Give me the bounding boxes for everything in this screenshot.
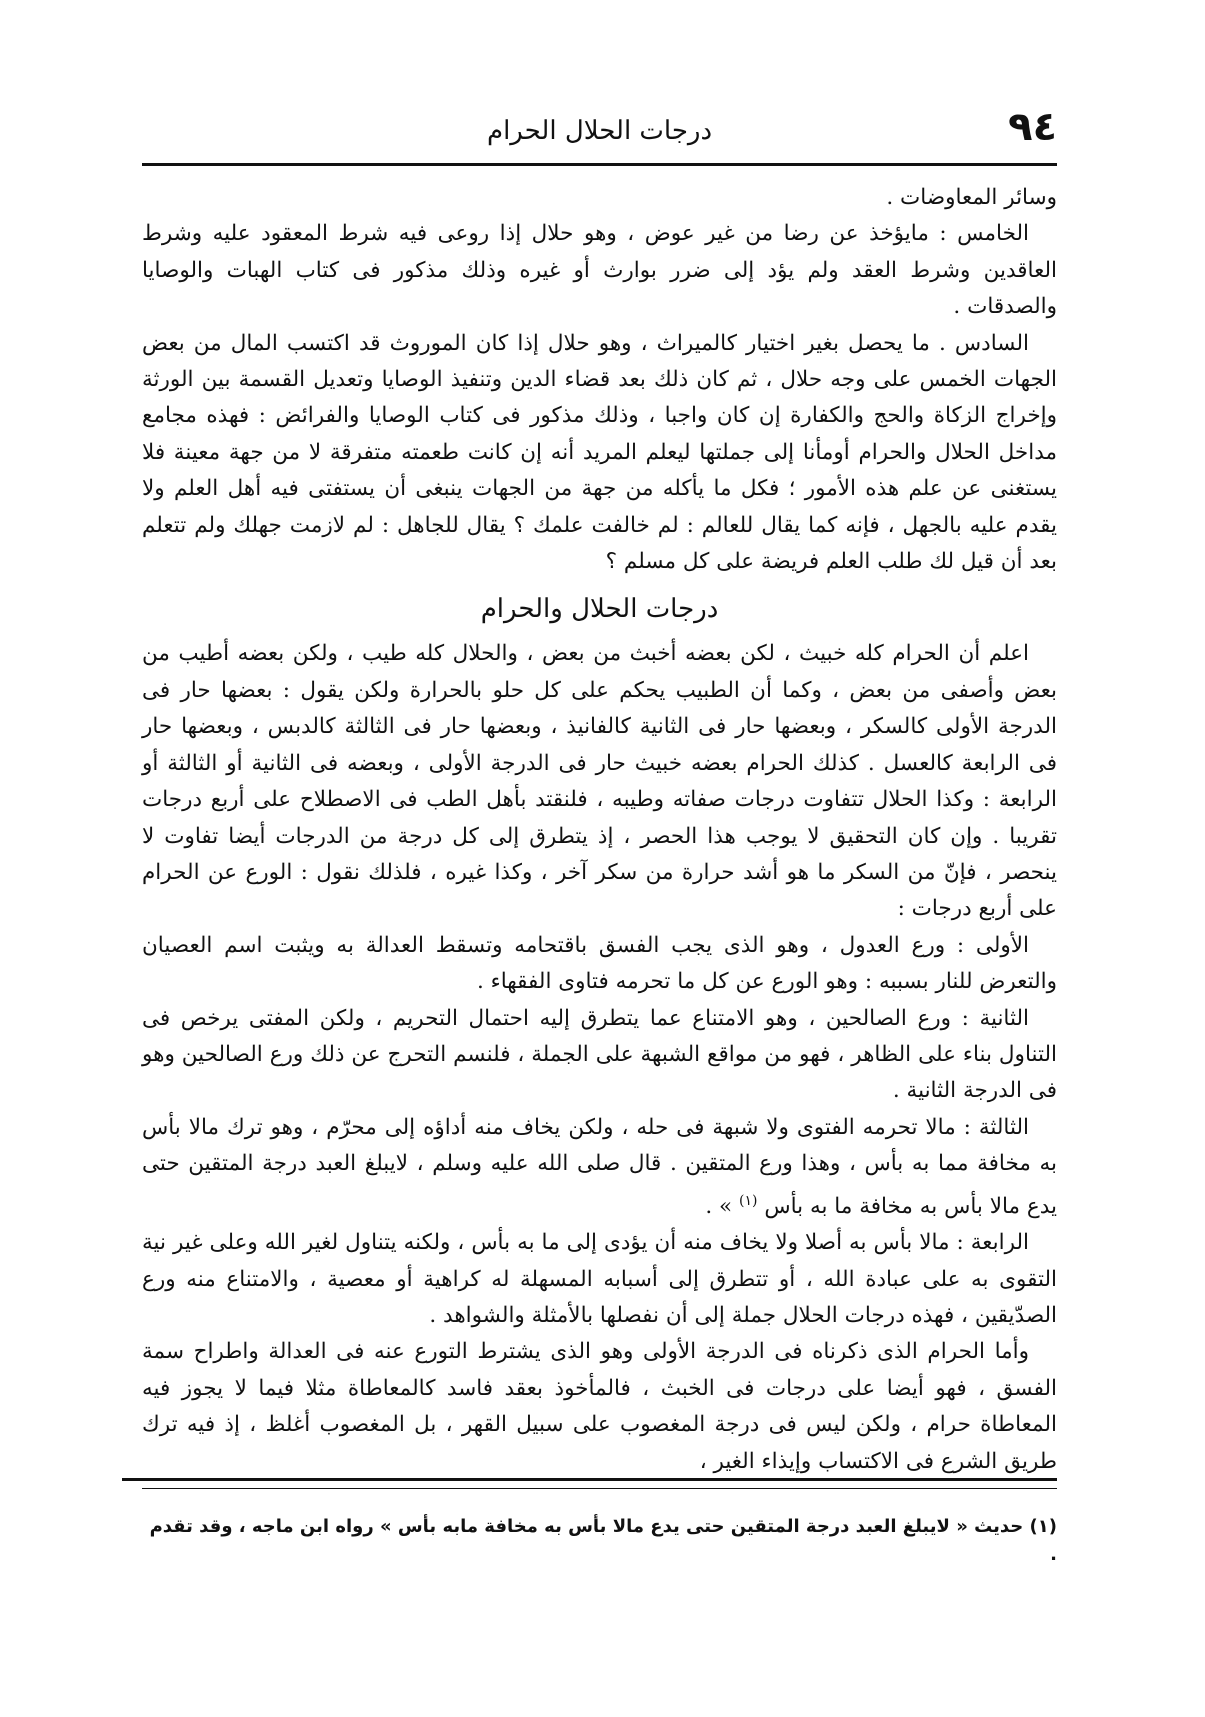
paragraph: الخامس : مايؤخذ عن رضا من غير عوض ، وهو حلال إذا روعى فيه شرط المعقود عليه وشرط العاقدين وشرط العقد ولم يؤد إلى ضرر بوارث أو غيره وذلك مذكور فى كتاب الهبات والوصايا والصدقات . xyxy=(142,221,1057,320)
paragraph: الأولى : ورع العدول ، وهو الذى يجب الفسق باقتحامه وتسقط العدالة به ويثبت اسم العصيان والتعرض للنار بسببه : وهو الورع عن كل ما تحرمه فتاوى الفقهاء . xyxy=(142,932,1057,995)
paragraph: الرابعة : مالا بأس به أصلا ولا يخاف منه أن يؤدى إلى ما به بأس ، ولكنه يتناول لغير الله وعلى غير نية التقوى به على عبادة الله ، أو تتطرق إلى أسبابه المسهلة له كراهية أو معصية ، والامتناع منه ورع الصدّيقين ، فهذه درجات الحلال جملة إلى أن نفصلها بالأمثلة والشواهد . xyxy=(142,1230,1057,1328)
paragraph-text: الثالثة : مالا تحرمه الفتوى ولا شبهة فى حله ، ولكن يخاف منه أداؤه إلى محرّم ، وهو ترك مالا بأس به مخافة مما به بأس ، وهذا ورع المتقين . قال صلى الله عليه وسلم ، لايبلغ العبد درجة المتقين حتى يدع مالا بأس به مخافة ما به بأس xyxy=(142,1114,1057,1219)
paragraph: السادس . ما يحصل بغير اختيار كالميراث ، وهو حلال إذا كان الموروث قد اكتسب المال من بعض الجهات الخمس على وجه حلال ، ثم كان ذلك بعد قضاء الدين وتنفيذ الوصايا وتعديل القسمة بين الورثة وإخراج الزكاة والحج والكفارة إن كان واجبا ، وذلك مذكور فى كتاب الوصايا والفرائض : فهذه مجامع مداخل الحلال والحرام أومأنا إلى جملتها ليعلم المريد أنه إن كانت طعمته متفرقة لا من جهة معينة فلا يستغنى عن علم هذه الأمور ؛ فكل ما يأكله من جهة من الجهات ينبغى أن يستفتى فيه أهل العلم ولا يقدم عليه بالجهل ، فإنه كما يقال للعالم : لم خالفت علمك ؟ يقال للجاهل : لم لازمت جهلك ولم تتعلم بعد أن قيل لك طلب العلم فريضة على كل مسلم ؟ xyxy=(142,330,1057,575)
paragraph: وسائر المعاوضات . xyxy=(886,185,1057,210)
page-number: ٩٤ xyxy=(1008,104,1057,150)
paragraph xyxy=(142,1110,1057,1225)
footnote-marker: (١) xyxy=(739,1192,758,1209)
header-rule xyxy=(142,163,1057,166)
paragraph: وأما الحرام الذى ذكرناه فى الدرجة الأولى وهو الذى يشترط التورع عنه فى العدالة واطراح سمة الفسق ، فهو أيضا على درجات فى الخبث ، فالمأخوذ بعقد فاسد كالمعاطاة مثلا فيما لا يجوز فيه المعاطاة حرام ، ولكن ليس فى درجة المغصوب على سبيل القهر ، بل المغصوب أغلظ ، إذ فيه ترك طريق الشرع فى الاكتساب وإيذاء الغير ، xyxy=(142,1339,1057,1474)
page-header xyxy=(142,104,1057,160)
quote-close: » . xyxy=(705,1193,733,1219)
footnote: (١) حديث « لايبلغ العبد درجة المتقين حتى يدع مالا بأس به مخافة مابه بأس » رواه ابن ماجه ، وقد تقدم . xyxy=(149,1516,1057,1565)
running-title: درجات الحلال الحرام xyxy=(486,116,713,146)
main-text xyxy=(142,180,1057,1480)
section-title: درجات الحلال والحرام xyxy=(480,594,719,625)
paragraph: الثانية : ورع الصالحين ، وهو الامتناع عما يتطرق إليه احتمال التحريم ، ولكن المفتى يرخص فى التناول بناء على الظاهر ، فهو من مواقع الشبهة على الجملة ، فلنسم التحرج عن ذلك ورع الصالحين وهو فى الدرجة الثانية . xyxy=(142,1005,1057,1104)
footnote-rule-thick xyxy=(122,1478,1057,1481)
paragraph: اعلم أن الحرام كله خبيث ، لكن بعضه أخبث من بعض ، والحلال كله طيب ، ولكن بعضه أطيب من بعض وأصفى من بعض ، وكما أن الطبيب يحكم على كل حلو بالحرارة ولكن يقول : بعضها حار فى الدرجة الأولى كالسكر ، وبعضها حار فى الثانية كالفانيذ ، وبعضها حار فى الثالثة كالدبس ، وبعضها حار فى الرابعة كالعسل . كذلك الحرام بعضه خبيث حار فى الدرجة الأولى ، وبعضه فى الثانية أو الثالثة أو الرابعة : وكذا الحلال تتفاوت درجات صفاته وطيبه ، فلنقتد بأهل الطب فى الاصطلاح على أربع درجات تقريبا . وإن كان التحقيق لا يوجب هذا الحصر ، إذ يتطرق إلى كل درجة من الدرجات أيضا تفاوت لا ينحصر ، فإنّ من السكر ما هو أشد حرارة من سكر آخر ، وكذا غيره ، فلذلك نقول : الورع عن الحرام على أربع درجات : xyxy=(142,641,1057,922)
footnote-rule-thin xyxy=(142,1488,1057,1489)
